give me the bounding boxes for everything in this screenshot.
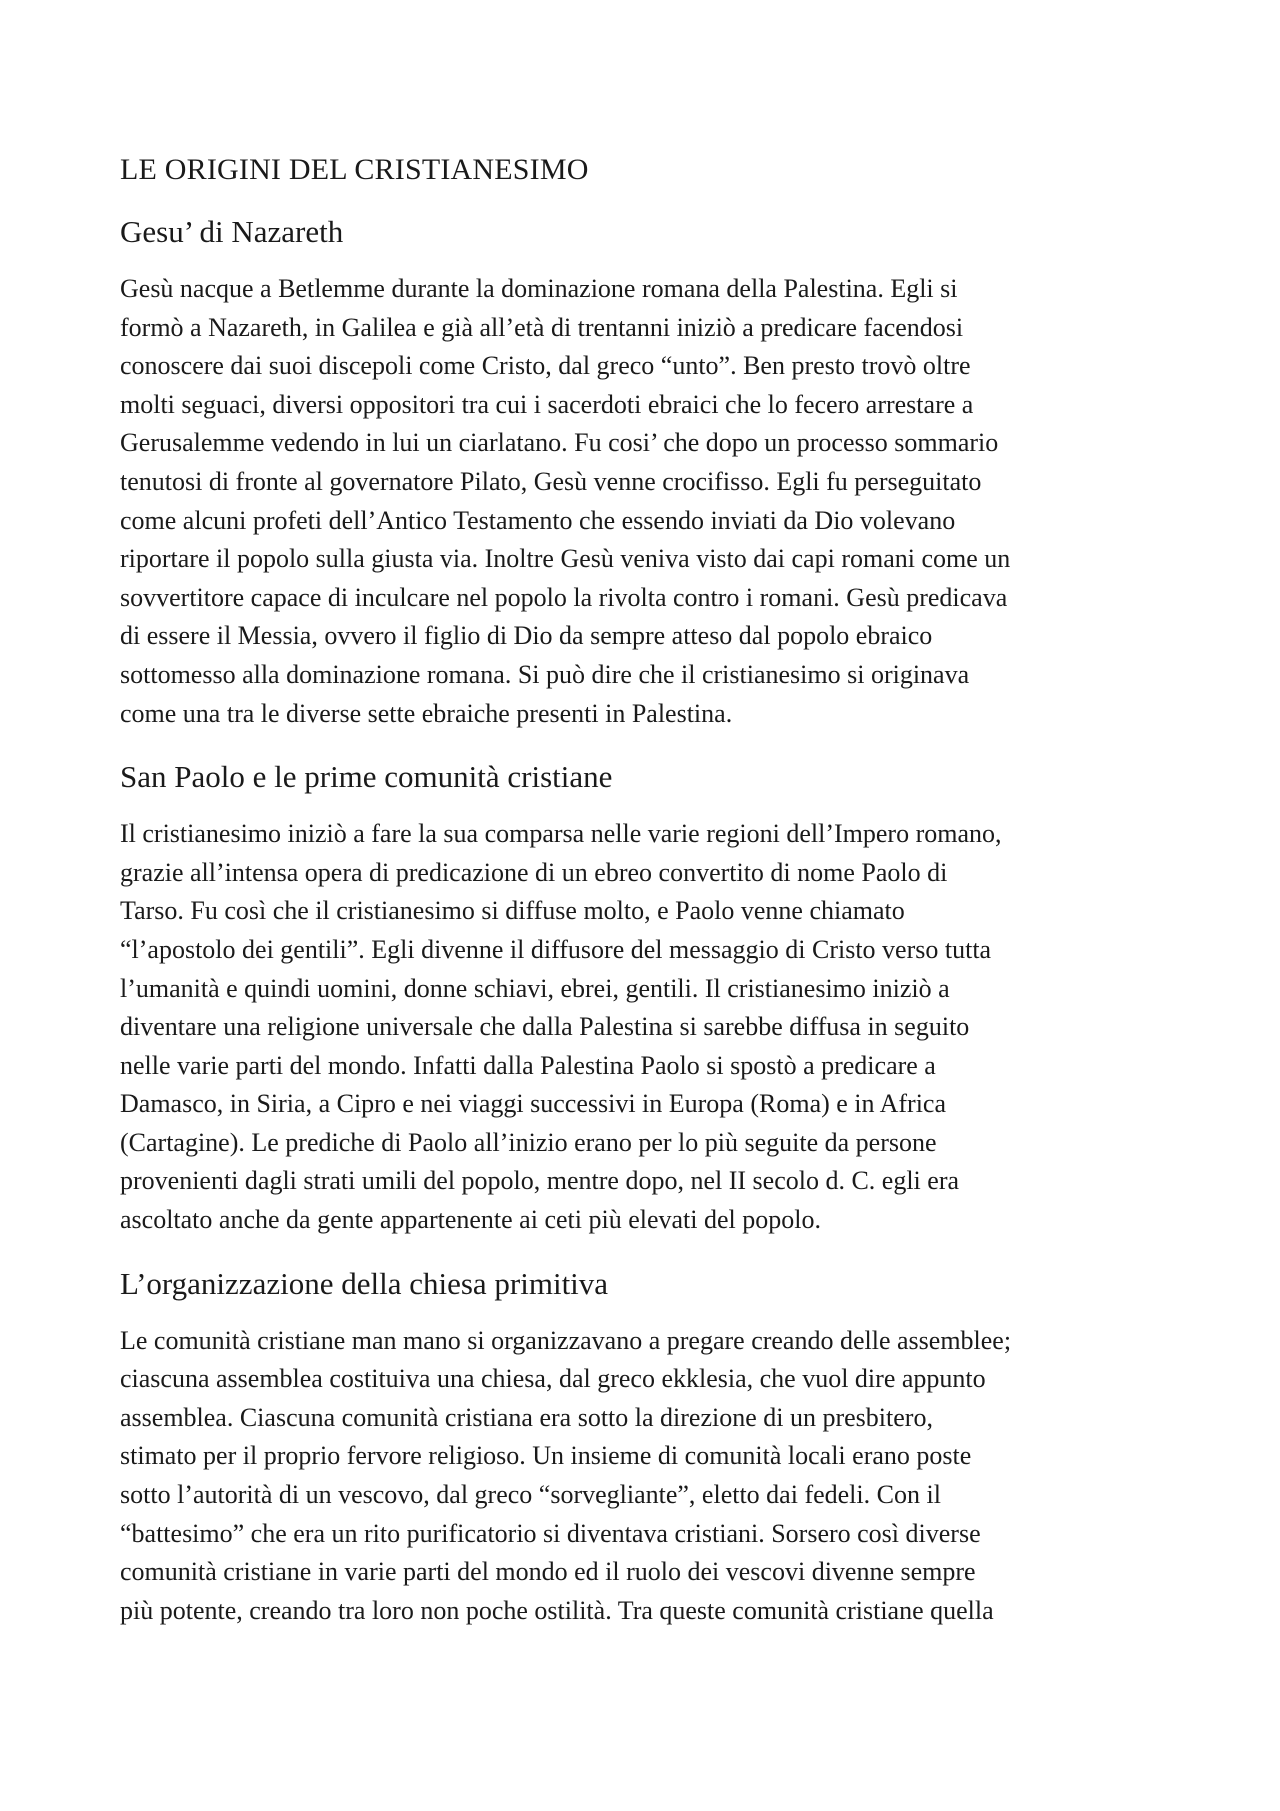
text-line: sovvertitore capace di inculcare nel popolo la rivolta contro i romani. Gesù predicava: [120, 582, 1008, 612]
text-line: più potente, creando tra loro non poche ostilità. Tra queste comunità cristiane quella: [120, 1595, 994, 1625]
text-line: l’umanità e quindi uomini, donne schiavi, ebrei, gentili. Il cristianesimo iniziò a: [120, 973, 950, 1003]
text-line: assemblea. Ciascuna comunità cristiana era sotto la direzione di un presbitero,: [120, 1402, 933, 1432]
text-line: nelle varie parti del mondo. Infatti dalla Palestina Paolo si spostò a predicare a: [120, 1050, 936, 1080]
text-line: Tarso. Fu così che il cristianesimo si diffuse molto, e Paolo venne chiamato: [120, 896, 905, 926]
text-line: (Cartagine). Le prediche di Paolo all’inizio erano per lo più seguite da persone: [120, 1127, 937, 1157]
text-line: Le comunità cristiane man mano si organizzavano a pregare creando delle assemblee;: [120, 1325, 1012, 1355]
section-heading: L’organizzazione della chiesa primitiva: [120, 1265, 609, 1301]
text-line: conoscere dai suoi discepoli come Cristo, dal greco “unto”. Ben presto trovò oltre: [120, 351, 971, 381]
text-line: come una tra le diverse sette ebraiche presenti in Palestina.: [120, 698, 733, 728]
section-heading: Gesu’ di Nazareth: [120, 214, 344, 249]
text-line: ascoltato anche da gente appartenente ai ceti più elevati del popolo.: [120, 1205, 821, 1235]
text-line: tenutosi di fronte al governatore Pilato, Gesù venne crocifisso. Egli fu perseguitato: [120, 466, 982, 496]
document-content: [120, 150, 1165, 1654]
section-gesu: [120, 212, 1165, 733]
text-line: sotto l’autorità di un vescovo, dal greco “sorvegliante”, eletto dai fedeli. Con il: [120, 1480, 941, 1510]
text-line: come alcuni profeti dell’Antico Testamento che essendo inviati da Dio volevano: [120, 505, 956, 535]
text-line: “l’apostolo dei gentili”. Egli divenne il diffusore del messaggio di Cristo verso tutta: [120, 934, 992, 964]
document-title: LE ORIGINI DEL CRISTIANESIMO: [120, 153, 589, 186]
text-line: stimato per il proprio fervore religioso. Un insieme di comunità locali erano poste: [120, 1441, 972, 1471]
text-line: formò a Nazareth, in Galilea e già all’età di trentanni iniziò a predicare facendosi: [120, 312, 964, 342]
text-line: diventare una religione universale che dalla Palestina si sarebbe diffusa in seguito: [120, 1012, 970, 1042]
text-line: comunità cristiane in varie parti del mondo ed il ruolo dei vescovi divenne sempre: [120, 1557, 976, 1587]
section-heading: San Paolo e le prime comunità cristiane: [120, 759, 613, 795]
section-organizzazione: [120, 1264, 1165, 1631]
text-line: “battesimo” che era un rito purificatorio si diventava cristiani. Sorsero così diverse: [120, 1518, 981, 1548]
section-paragraph: [120, 270, 1165, 733]
text-line: di essere il Messia, ovvero il figlio di Dio da sempre atteso dal popolo ebraico: [120, 621, 933, 651]
text-line: ciascuna assemblea costituiva una chiesa, dal greco ekklesia, che vuol dire appunto: [120, 1364, 986, 1394]
text-line: grazie all’intensa opera di predicazione di un ebreo convertito di nome Paolo di: [120, 857, 948, 887]
text-line: riportare il popolo sulla giusta via. Inoltre Gesù veniva visto dai capi romani come un: [120, 544, 1011, 574]
text-line: Damasco, in Siria, a Cipro e nei viaggi successivi in Europa (Roma) e in Africa: [120, 1089, 946, 1119]
text-line: provenienti dagli strati umili del popolo, mentre dopo, nel II secolo d. C. egli era: [120, 1166, 960, 1196]
section-paragraph: [120, 1322, 1165, 1631]
text-line: Gerusalemme vedendo in lui un ciarlatano. Fu cosi’ che dopo un processo sommario: [120, 428, 999, 458]
text-line: molti seguaci, diversi oppositori tra cui i sacerdoti ebraici che lo fecero arrestare a: [120, 389, 974, 419]
section-san-paolo: [120, 757, 1165, 1240]
text-line: Gesù nacque a Betlemme durante la dominazione romana della Palestina. Egli si: [120, 274, 958, 303]
text-line: Il cristianesimo iniziò a fare la sua comparsa nelle varie regioni dell’Impero romano,: [120, 819, 1002, 849]
text-line: sottomesso alla dominazione romana. Si può dire che il cristianesimo si originava: [120, 659, 970, 689]
section-paragraph: [120, 815, 1165, 1240]
